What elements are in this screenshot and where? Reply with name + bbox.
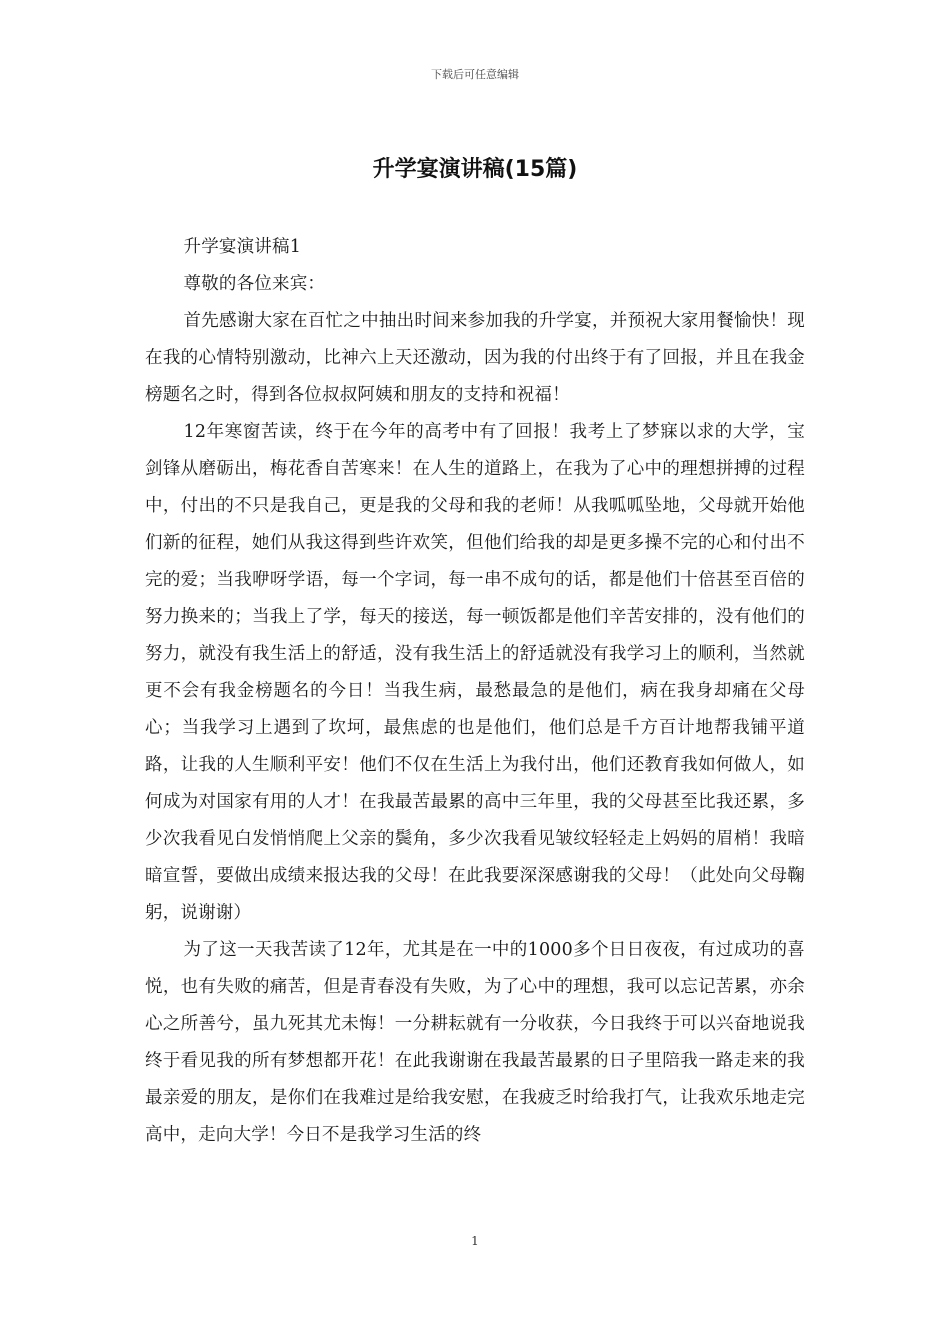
document-title: 升学宴演讲稿(15篇): [372, 157, 578, 182]
document-body: [145, 229, 805, 1154]
page-number: 1: [471, 1234, 479, 1248]
section-heading: 升学宴演讲稿1: [183, 237, 302, 257]
header-note: 下载后可任意编辑: [431, 68, 519, 81]
body-paragraph: 12年寒窗苦读，终于在今年的高考中有了回报！我考上了梦寐以求的大学，宝剑锋从磨砺出，梅花香自苦寒来！在人生的道路上，在我为了心中的理想拼搏的过程中，付出的不只是我自己，更是我的父母和我的老师！从我呱呱坠地，父母就开始他们新的征程，她们从我这得到些许欢笑，但他们给我的却是更多操不完的心和付出不完的爱；当我咿呀学语，每一个字词，每一串不成句的话，都是他们十倍甚至百倍的努力换来的；当我上了学，每天的接送，每一顿饭都是他们辛苦安排的，没有他们的努力，就没有我生活上的舒适，没有我生活上的舒适就没有我学习上的顺利，当然就更不会有我金榜题名的今日！当我生病，最愁最急的是他们，病在我身却痛在父母心；当我学习上遇到了坎坷，最焦虑的也是他们，他们总是千方百计地帮我铺平道路，让我的人生顺利平安！他们不仅在生活上为我付出，他们还教育我如何做人，如何成为对国家有用的人才！在我最苦最累的高中三年里，我的父母甚至比我还累，多少次我看见白发悄悄爬上父亲的鬓角，多少次我看见皱纹轻轻走上妈妈的眉梢！我暗暗宣誓，要做出成绩来报达我的父母！在此我要深深感谢我的父母！（此处向父母鞠躬，说谢谢）: [145, 422, 805, 923]
body-paragraph: 首先感谢大家在百忙之中抽出时间来参加我的升学宴，并预祝大家用餐愉快！现在我的心情特别激动，比神六上天还激动，因为我的付出终于有了回报，并且在我金榜题名之时，得到各位叔叔阿姨和朋友的支持和祝福！: [145, 311, 805, 405]
body-paragraph: 为了这一天我苦读了12年，尤其是在一中的1000多个日日夜夜，有过成功的喜悦，也有失败的痛苦，但是青春没有失败，为了心中的理想，我可以忘记苦累，亦余心之所善兮，虽九死其尤未悔！一分耕耘就有一分收获，今日我终于可以兴奋地说我终于看见我的所有梦想都开花！在此我谢谢在我最苦最累的日子里陪我一路走来的我最亲爱的朋友，是你们在我难过是给我安慰，在我疲乏时给我打气，让我欢乐地走完高中，走向大学！今日不是我学习生活的终: [145, 940, 805, 1145]
salutation: 尊敬的各位来宾：: [183, 274, 326, 294]
